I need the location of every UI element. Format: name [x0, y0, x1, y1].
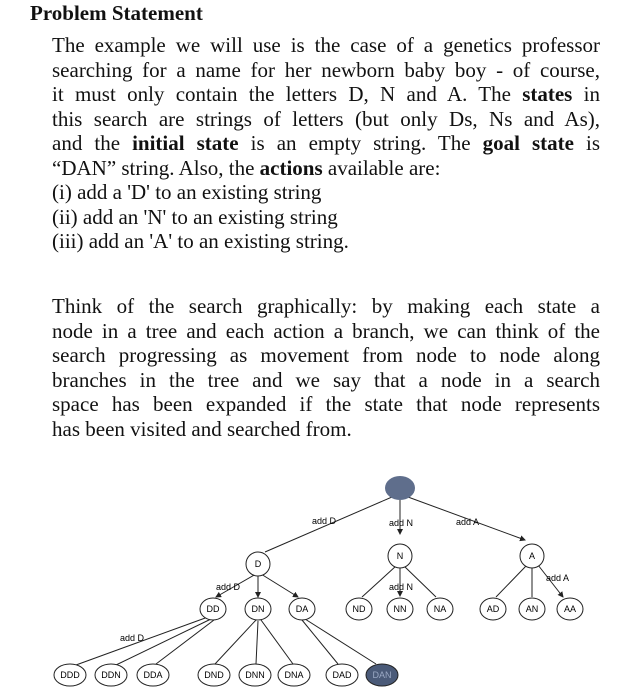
node-ddd-label: DDD [60, 670, 80, 680]
node-nn-label: NN [393, 604, 407, 614]
label-d-add-d: add D [216, 582, 241, 592]
edge-d-da [261, 574, 298, 597]
edge-da-dad [302, 620, 338, 664]
p2-line-3: search progressing as movement from node to node along [52, 343, 600, 367]
p1-line-2: searching for a name for her newborn baby boy - of course, [52, 57, 600, 82]
term-states: states [522, 82, 573, 106]
label-root-add-d: add D [312, 516, 337, 526]
edge-dn-dnn [256, 621, 258, 664]
page-title: Problem Statement [30, 1, 203, 25]
label-root-add-n: add N [389, 518, 414, 528]
node-n-label: N [396, 551, 404, 561]
node-ddn-label: DDN [101, 670, 121, 680]
edge-dd-dda [156, 620, 214, 664]
node-dnd-label: DND [204, 670, 224, 680]
node-dad-label: DAD [332, 670, 352, 680]
label-root-add-a: add A [456, 517, 480, 527]
p1-line-6: “DAN” string. Also, the actions available are: [52, 155, 441, 180]
p2-line-5: space has been expanded if the state that node represents [52, 392, 600, 416]
action-add-a: (iii) add an 'A' to an existing string. [52, 229, 349, 253]
level2-nodes [200, 598, 583, 620]
node-dnn-label: DNN [245, 670, 265, 680]
term-actions: actions [259, 155, 323, 180]
label-dd-add-d: add D [120, 633, 145, 643]
p1-line-1: The example we will use is the case of a genetics professor [52, 33, 600, 57]
term-goal-state: goal state [482, 131, 574, 155]
edge-dn-dna [261, 620, 293, 664]
root-node [385, 476, 415, 500]
node-dn-label: DN [251, 604, 265, 614]
node-aa-label: AA [563, 604, 577, 614]
node-an-label: AN [525, 604, 539, 614]
node-a-label: A [528, 551, 536, 561]
node-ad-label: AD [486, 604, 500, 614]
edge-a-ad [496, 566, 526, 597]
p2-line-6: has been visited and searched from. [52, 416, 352, 441]
edge-da-dan [305, 619, 376, 664]
p1-line-4: this search are strings of letters (but only Ds, Ns and As), [52, 106, 600, 131]
level3-nodes [54, 664, 398, 686]
node-d-label: D [254, 559, 262, 569]
p2-line-4: branches in the tree and we say that a node in a search [52, 367, 600, 392]
edge-dn-dnd [215, 620, 256, 664]
edge-labels [120, 516, 569, 643]
node-da-label: DA [295, 604, 309, 614]
label-n-add-n: add N [389, 582, 414, 592]
p1-line-3: it must only contain the letters D, N and A. The states in [52, 82, 600, 106]
p2-line-1: Think of the search graphically: by making each state a [52, 294, 600, 318]
action-add-d: (i) add a 'D' to an existing string [52, 180, 322, 204]
p2-line-2: node in a tree and each action a branch, we can think of the [52, 318, 600, 343]
node-dna-label: DNA [284, 670, 304, 680]
action-add-n: (ii) add an 'N' to an existing string [52, 204, 338, 229]
term-initial-state: initial state [132, 131, 239, 155]
node-dd-label: DD [206, 604, 220, 614]
node-dan-label: DAN [372, 670, 392, 680]
level1-nodes [246, 544, 544, 576]
p1-line-5: and the initial state is an empty string. The goal state is [52, 131, 601, 155]
node-nd-label: ND [352, 604, 366, 614]
node-na-label: NA [433, 604, 447, 614]
label-a-add-a: add A [546, 573, 570, 583]
node-dda-label: DDA [143, 670, 163, 680]
